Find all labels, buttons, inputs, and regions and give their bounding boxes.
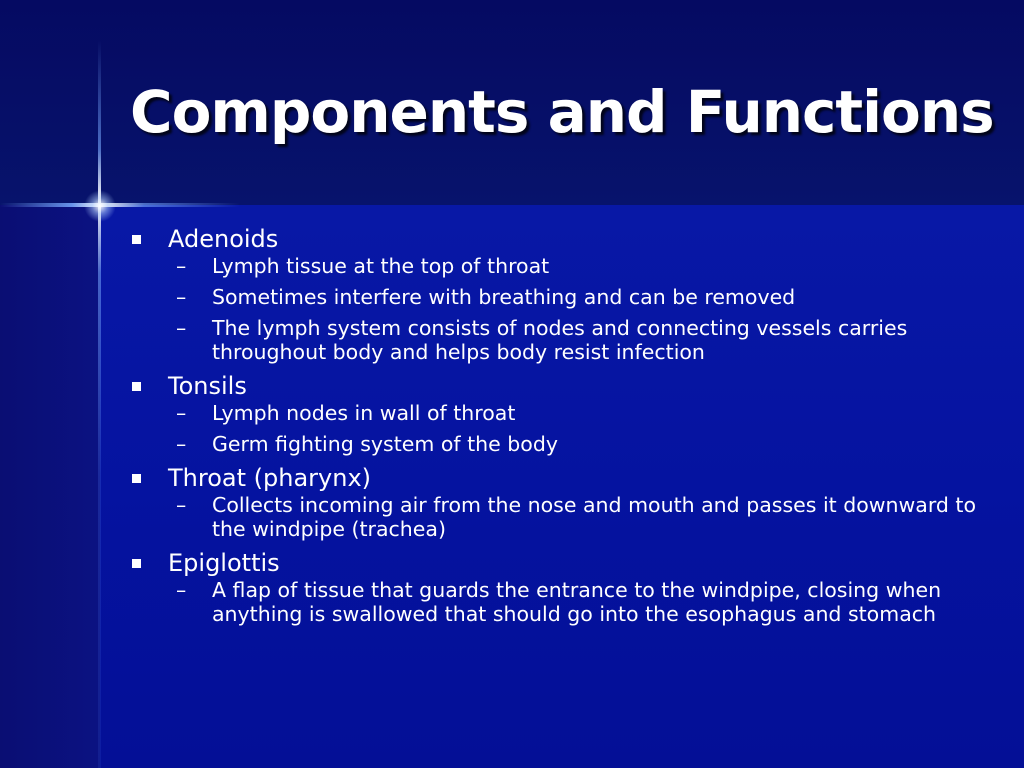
bullet-content xyxy=(130,224,990,633)
sparkle-horizontal-streak xyxy=(0,203,240,207)
sub-bullet-text: Germ fighting system of the body xyxy=(212,432,558,456)
sub-bullet-item xyxy=(168,493,990,541)
sub-bullet-text: A flap of tissue that guards the entrance to the windpipe, closing when anything is swallowed that should go into the esophagus and stomach xyxy=(212,578,942,626)
sub-bullet-item xyxy=(168,254,990,278)
left-band xyxy=(0,205,100,768)
square-bullet-icon xyxy=(132,474,141,483)
bullet-item-adenoids xyxy=(130,224,990,364)
sub-bullet-text: Lymph tissue at the top of throat xyxy=(212,254,550,278)
bullet-item-epiglottis xyxy=(130,548,990,626)
square-bullet-icon xyxy=(132,235,141,244)
dash-bullet-icon: – xyxy=(176,285,187,309)
dash-bullet-icon: – xyxy=(176,316,187,340)
sub-bullet-item xyxy=(168,285,990,309)
sub-bullet-text: Sometimes interfere with breathing and can be removed xyxy=(212,285,796,309)
sub-bullet-list xyxy=(168,578,990,626)
sub-bullet-list xyxy=(168,493,990,541)
sub-bullet-item xyxy=(168,401,990,425)
bullet-item-tonsils xyxy=(130,371,990,456)
sub-bullet-item xyxy=(168,578,990,626)
square-bullet-icon xyxy=(132,382,141,391)
dash-bullet-icon: – xyxy=(176,578,187,602)
bullet-label: Tonsils xyxy=(168,372,247,400)
bullet-item-throat xyxy=(130,463,990,541)
slide-title: Components and Functions xyxy=(130,78,994,146)
sub-bullet-text: Lymph nodes in wall of throat xyxy=(212,401,516,425)
sparkle-vertical-streak xyxy=(98,40,101,768)
bullet-label: Epiglottis xyxy=(168,549,280,577)
sub-bullet-text: The lymph system consists of nodes and connecting vessels carries throughout body and helps body resist infection xyxy=(212,316,908,364)
dash-bullet-icon: – xyxy=(176,432,187,456)
sparkle-icon xyxy=(84,190,116,222)
bullet-label: Adenoids xyxy=(168,225,279,253)
sub-bullet-list xyxy=(168,254,990,364)
sub-bullet-list xyxy=(168,401,990,456)
sub-bullet-item xyxy=(168,432,990,456)
dash-bullet-icon: – xyxy=(176,493,187,517)
dash-bullet-icon: – xyxy=(176,401,187,425)
bullet-list xyxy=(130,224,990,626)
sub-bullet-text: Collects incoming air from the nose and mouth and passes it downward to the windpipe (trachea) xyxy=(212,493,977,541)
square-bullet-icon xyxy=(132,559,141,568)
bullet-label: Throat (pharynx) xyxy=(168,464,372,492)
sub-bullet-item xyxy=(168,316,990,364)
dash-bullet-icon: – xyxy=(176,254,187,278)
